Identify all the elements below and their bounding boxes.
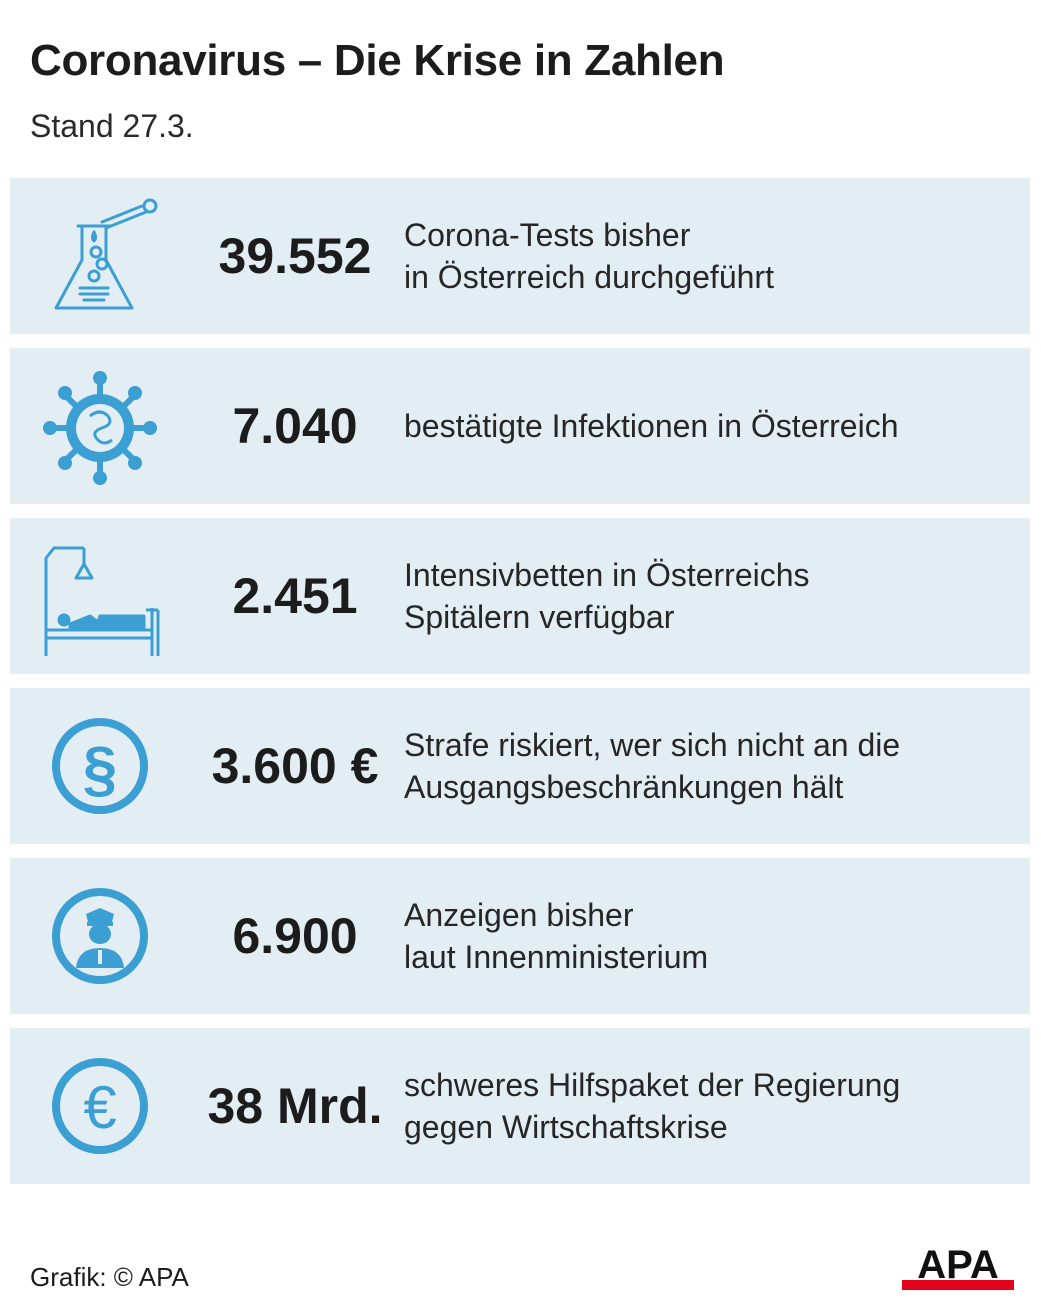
stat-row-tests: [10, 178, 1030, 334]
stat-value: 39.552: [218, 228, 372, 284]
stat-description: [404, 688, 1010, 844]
stat-row-reports: [10, 858, 1030, 1014]
stat-description: [404, 1028, 1010, 1184]
apa-logo: [902, 1242, 1014, 1290]
stats-list: [10, 178, 1030, 1198]
stat-description: [404, 178, 1010, 334]
stat-description-line: Strafe riskiert, wer sich nicht an die: [404, 727, 901, 763]
stat-description-line: Spitälern verfügbar: [404, 599, 675, 635]
hospital-bed-icon: [40, 536, 160, 656]
date-stamp: Stand 27.3.: [30, 108, 194, 144]
stat-value: 2.451: [232, 568, 358, 624]
stat-description-line: bestätigte Infektionen in Österreich: [404, 408, 899, 444]
stat-description-line: Anzeigen bisher: [404, 897, 634, 933]
stat-value: 7.040: [232, 398, 358, 454]
stat-value: 38 Mrd.: [207, 1078, 383, 1134]
stat-description-line: schweres Hilfspaket der Regierung: [404, 1067, 901, 1103]
stat-row-infections: [10, 348, 1030, 504]
stat-description: [404, 858, 1010, 1014]
stat-value: 6.900: [232, 908, 358, 964]
virus-icon: [40, 366, 160, 486]
source-credit: Grafik: © APA: [30, 1262, 189, 1292]
stat-description: [404, 518, 1010, 674]
stat-description-line: laut Innenministerium: [404, 939, 709, 975]
svg-text:€: €: [83, 1074, 117, 1141]
euro-icon: [40, 1046, 160, 1166]
svg-text:§: §: [82, 735, 118, 804]
police-officer-icon: [40, 876, 160, 996]
lab-flask-icon: [40, 196, 160, 316]
stat-description-line: Intensivbetten in Österreichs: [404, 557, 810, 593]
stat-value: 3.600 €: [211, 738, 379, 794]
stat-description-line: in Österreich durchgeführt: [404, 259, 774, 295]
stat-row-fine: [10, 688, 1030, 844]
apa-logo-text: APA: [917, 1243, 999, 1287]
stat-description-line: Ausgangsbeschränkungen hält: [404, 769, 844, 805]
stat-description: [404, 348, 1010, 504]
stat-description-line: Corona-Tests bisher: [404, 217, 691, 253]
paragraph-icon: [40, 706, 160, 826]
stat-row-aid-package: [10, 1028, 1030, 1184]
stat-row-icu-beds: [10, 518, 1030, 674]
stat-description-line: gegen Wirtschaftskrise: [404, 1109, 728, 1145]
page-title: Coronavirus – Die Krise in Zahlen: [30, 36, 725, 85]
